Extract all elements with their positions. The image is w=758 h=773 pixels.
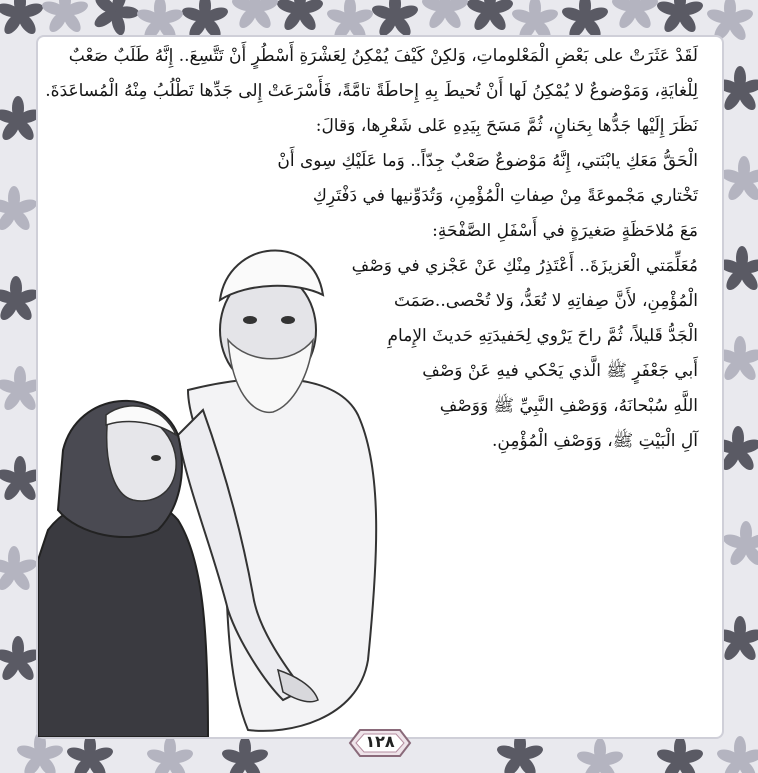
story-line: الْحَقُّ مَعَكِ يابْنَتي، إِنَّهُ مَوْضوعٌ صَعْبٌ جِدّاً.. وَما عَلَيْكِ سِوى أَنْ	[277, 151, 698, 171]
page-number	[342, 726, 418, 760]
story-line: الْجَدُّ قَليلاً، ثُمَّ راحَ يَرْوي لِحَفيدَتِهِ حَديثَ الإِمامِ	[387, 326, 698, 346]
story-line: مُعَلِّمَتي الْعَزيزَةَ.. أَعْتَذِرُ مِنْكِ عَنْ عَجْزي في وَصْفِ	[351, 256, 698, 276]
story-line: اللَّهِ سُبْحانَهُ، وَوَصْفِ النَّبِيِّ ﷺ وَوَصْفِ	[439, 396, 698, 416]
story-line: الْمُؤْمِنِ، لأَنَّ صِفاتِهِ لا تُعَدُّ، وَلا تُحْصى..صَمَتَ	[393, 291, 698, 311]
story-line: أَبي جَعْفَرٍ ﷺ الَّذي يَحْكي فيهِ عَنْ وَصْفِ	[422, 361, 698, 381]
story-line: آلِ الْبَيْتِ ﷺ، وَوَصْفِ الْمُؤْمِنِ.	[492, 431, 698, 451]
story-line: لِلْغايَةِ، وَمَوْضوعٌ لا يُمْكِنُ لَها أَنْ تُحيطَ بِهِ إِحاطَةً تامَّةً، فَأَسْرَعَتْ إِلى جَدِّها تَطْلُبُ مِنْهُ الْمُساعَدَةَ.	[45, 81, 698, 101]
page-number-label: ١٢٨	[365, 732, 395, 751]
story-line: لَقَدْ عَثَرَتْ على بَعْضِ الْمَعْلوماتِ، وَلكِنْ كَيْفَ يُمْكِنُ لِعَشْرَةِ أَسْطُرٍ أَنْ تَتَّسِعَ.. إِنَّهُ طَلَبٌ صَعْبٌ	[68, 46, 698, 66]
story-line: تَخْتاري مَجْموعَةً مِنْ صِفاتِ الْمُؤْمِنِ، وَتُدَوِّنيها في دَفْتَرِكِ	[312, 186, 698, 206]
story-line: مَعَ مُلاحَظَةٍ صَغيرَةٍ في أَسْفَلِ الصَّفْحَةِ:	[432, 221, 698, 241]
story-text	[45, 46, 698, 466]
story-line: نَظَرَ إِلَيْها جَدُّها بِحَنانٍ، ثُمَّ مَسَحَ بِيَدِهِ عَلى شَعْرِها، وَقالَ:	[315, 116, 698, 136]
